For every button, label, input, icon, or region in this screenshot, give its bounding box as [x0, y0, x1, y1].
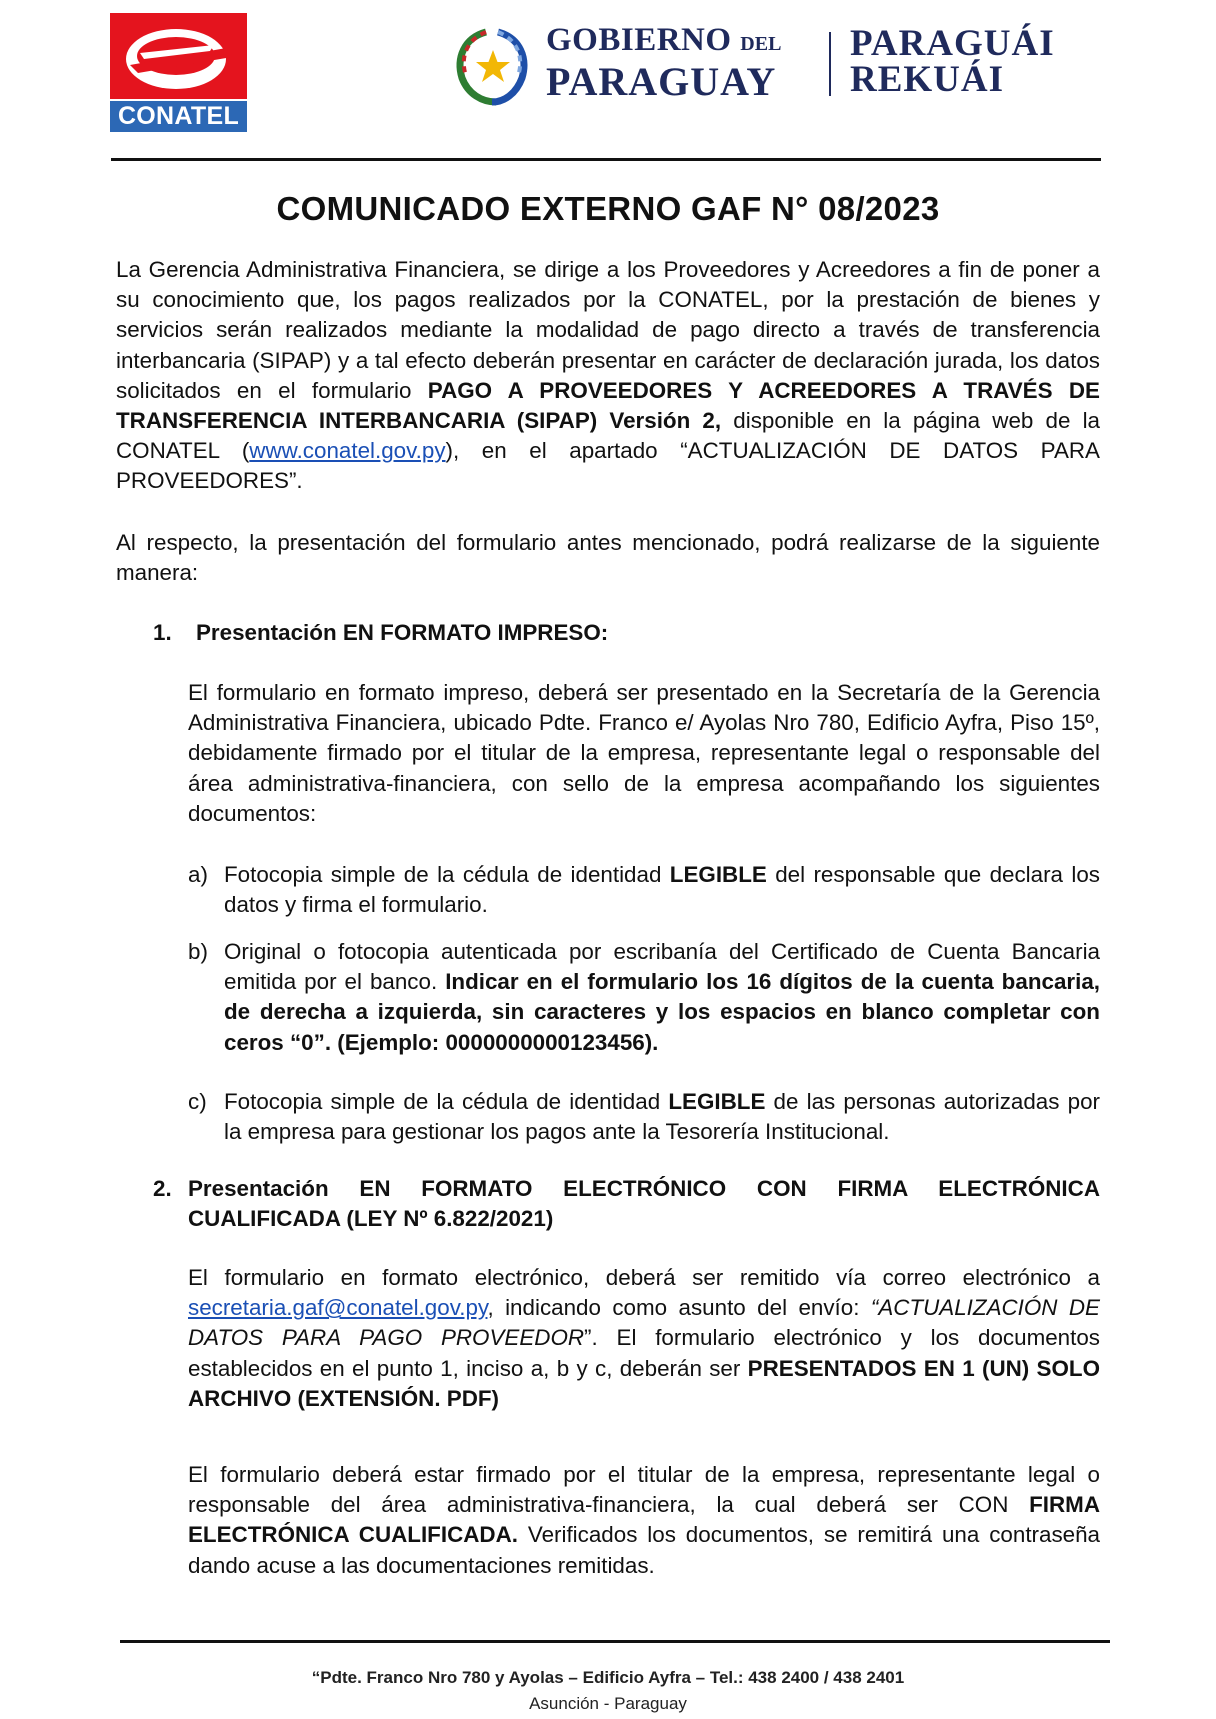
footer-divider — [120, 1640, 1110, 1643]
item-b-text-a: Original o fotocopia autenticada por escribanía del Certificado de Cuenta Bancaria emitida por el banco. — [224, 939, 1100, 995]
item-c-text — [224, 1087, 1100, 1147]
rekuai-word: REKUÁI — [850, 59, 1005, 100]
item-c-letter: c) — [188, 1089, 207, 1114]
item-a-text-a: Fotocopia simple de la cédula de identidad — [224, 862, 670, 887]
intro-text-a: La Gerencia Administrativa Financiera, se dirige a los Proveedores y Acreedores a fin de poner a su conocimiento que, los pagos realizados por la CONATEL, por la prestación de bienes y servicios serán realizados mediante la modalidad de pago directo a través de transferencia interbancaria (SIPAP) y a tal efecto deberán presentar en carácter de declaración jurada, los datos solicitados en el formulario — [116, 257, 1100, 403]
gobierno-del-word: DEL — [740, 33, 782, 55]
section2-body1-c: ”. El formulario electrónico y los documentos establecidos en el punto 1, inciso a, b y c, deberán ser — [188, 1325, 1100, 1381]
intro-text-b: disponible en la página web de la CONATEL ( — [116, 408, 1100, 464]
conatel-logo — [110, 13, 247, 132]
email-subject-italic: “ACTUALIZACIÓN DE DATOS PARA PAGO PROVEEDOR — [188, 1295, 1100, 1351]
single-file-bold: PRESENTADOS EN 1 (UN) SOLO ARCHIVO (EXTENSIÓN. PDF) — [188, 1355, 1101, 1411]
section2-body1 — [188, 1263, 1100, 1414]
header-separator — [829, 32, 831, 96]
secretaria-email-link[interactable]: secretaria.gaf@conatel.gov.py — [188, 1295, 488, 1321]
item-b-bold: Indicar en el formulario los 16 dígitos de la cuenta bancaria, de derecha a izquierda, sin caracteres y los espacios en blanco completar con ceros “0”. (Ejemplo: 0000000000123456). — [224, 969, 1101, 1055]
item-a-text-b: del responsable que declara los datos y firma el formulario. — [224, 862, 1101, 918]
footer-address: “Pdte. Franco Nro 780 y Ayolas – Edificio Ayfra – Tel.: 438 2400 / 438 2401 — [311, 1668, 905, 1687]
section2-number: 2. — [153, 1176, 172, 1201]
section1-heading: Presentación EN FORMATO IMPRESO: — [196, 620, 609, 645]
item-a-letter: a) — [188, 862, 208, 887]
item-b-text — [224, 937, 1100, 1058]
section2-body1-a: El formulario en formato electrónico, deberá ser remitido vía correo electrónico a — [188, 1265, 1100, 1290]
section2-heading: Presentación EN FORMATO ELECTRÓNICO CON FIRMA ELECTRÓNICA CUALIFICADA (LEY Nº 6.822/2021) — [188, 1176, 1100, 1232]
gobierno-word: GOBIERNO — [546, 22, 732, 58]
section1-body: El formulario en formato impreso, deberá ser presentado en la Secretaría de la Gerencia Administrativa Financiera, ubicado Pdte. Franco e/ Ayolas Nro 780, Edificio Ayfra, Piso 15º, debidamente firmado por el titular de la empresa, representante legal o responsable del área administrativa-financiera, con sello de la empresa acompañando los siguientes documentos: — [188, 680, 1100, 826]
item-c-text-a: Fotocopia simple de la cédula de identidad — [224, 1089, 669, 1114]
conatel-logo-emblem — [110, 13, 247, 99]
item-a-bold: LEGIBLE — [669, 862, 767, 887]
section1-number: 1. — [153, 620, 172, 645]
form-name-bold: PAGO A PROVEEDORES Y ACREEDORES A TRAVÉS DE TRANSFERENCIA INTERBANCARIA (SIPAP) Versión 2, — [116, 377, 1100, 434]
conatel-website-link[interactable]: www.conatel.gov.py — [249, 438, 446, 464]
paraguai-word: PARAGUÁI — [850, 23, 1055, 64]
item-a-text — [224, 860, 1100, 920]
header-divider — [111, 158, 1101, 161]
respect-paragraph: Al respecto, la presentación del formulario antes mencionado, podrá realizarse de la siguiente manera: — [116, 530, 1100, 586]
section2-body2-a: El formulario deberá estar firmado por el titular de la empresa, representante legal o responsable del área administrativa-financiera, la cual deberá ser CON — [188, 1462, 1100, 1518]
gobierno-paraguay: PARAGUAY — [546, 59, 777, 104]
item-c-text-b: de las personas autorizadas por la empresa para gestionar los pagos ante la Tesorería Institucional. — [224, 1089, 1100, 1145]
page-title: COMUNICADO EXTERNO GAF N° 08/2023 — [276, 190, 940, 227]
intro-text-c: ), en el apartado “ACTUALIZACIÓN DE DATOS PARA PROVEEDORES”. — [116, 438, 1100, 494]
footer-city: Asunción - Paraguay — [529, 1694, 687, 1713]
section2-body1-b: , indicando como asunto del envío: — [487, 1295, 871, 1321]
item-b-letter: b) — [188, 939, 208, 964]
intro-paragraph — [116, 255, 1100, 497]
section2-body2 — [188, 1460, 1100, 1581]
item-c-bold: LEGIBLE — [668, 1089, 766, 1114]
section2-body2-b: Verificados los documentos, se remitirá una contraseña dando acuse a las documentaciones remitidas. — [188, 1522, 1100, 1578]
gobierno-title — [546, 22, 781, 59]
firma-electronica-bold: FIRMA ELECTRÓNICA CUALIFICADA. — [188, 1492, 1100, 1548]
government-seal-icon — [448, 24, 538, 108]
conatel-logo-text: CONATEL — [110, 101, 247, 132]
